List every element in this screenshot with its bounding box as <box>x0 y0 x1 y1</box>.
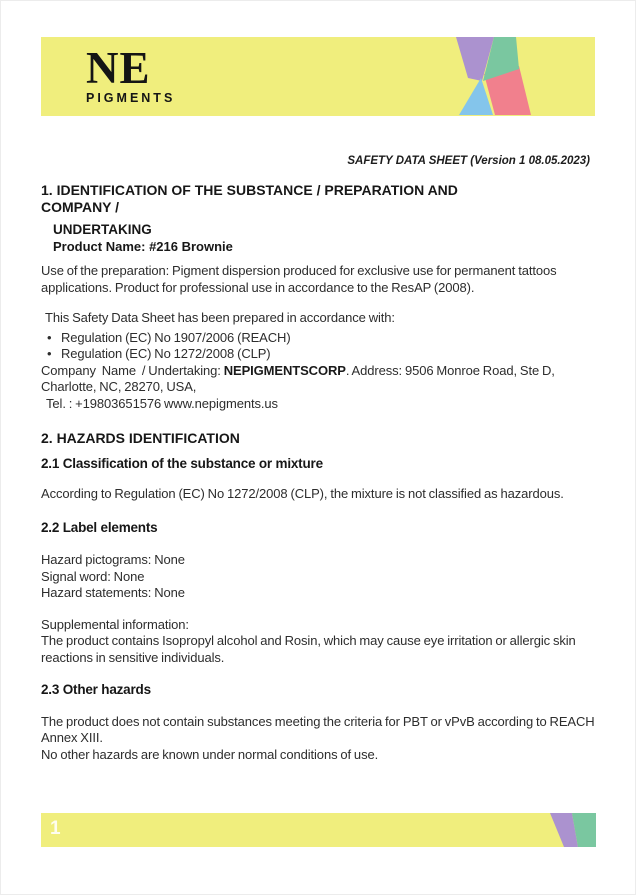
footer-decoration <box>41 813 596 847</box>
pbt-vpvb-line: The product does not contain substances meeting the criteria for PBT or vPvB according to REACH Annex XIII. <box>41 713 595 745</box>
section2-title: 2. HAZARDS IDENTIFICATION <box>41 430 240 446</box>
regulation-reach: • Regulation (EC) No 1907/2006 (REACH) <box>61 329 291 345</box>
section2-2-title: 2.2 Label elements <box>41 519 158 535</box>
company-logo <box>86 43 176 105</box>
regulation-list <box>41 330 595 363</box>
section1-title-line1: 1. IDENTIFICATION OF THE SUBSTANCE / PREPARATION AND <box>41 182 458 198</box>
signal-word-line: Signal word: None <box>41 568 145 584</box>
supplemental-information-paragraph: The product contains Isopropyl alcohol and Rosin, which may cause eye irritation or allergic skin reactions in sensitive individuals. <box>41 633 576 665</box>
logo-subtitle: PIGMENTS <box>86 91 176 105</box>
other-hazards-paragraph <box>41 714 595 764</box>
company-name: NEPIGMENTSCORP <box>223 362 346 378</box>
use-of-preparation-paragraph: Use of the preparation: Pigment dispersion produced for exclusive use for permanent tattoos applications. Product for professional use in accordance to the ResAP (2008). <box>41 263 557 295</box>
regulation-list-item <box>41 346 595 363</box>
section1-title-line2: COMPANY / <box>41 198 120 215</box>
section2-1-title: 2.1 Classification of the substance or mixture <box>41 455 323 471</box>
document-version-line: SAFETY DATA SHEET (Version 1 08.05.2023) <box>347 155 590 167</box>
classification-paragraph: According to Regulation (EC) No 1272/2008 (CLP), the mixture is not classified as hazardous. <box>41 486 564 501</box>
prepared-in-accordance-line: This Safety Data Sheet has been prepared in accordance with: <box>45 310 395 325</box>
header-banner <box>41 37 595 116</box>
document-content <box>1 37 635 763</box>
regulation-list-item <box>41 330 595 347</box>
hazard-statements-line: Hazard statements: None <box>41 585 185 600</box>
section1-title <box>41 182 595 215</box>
footer-banner <box>41 813 596 847</box>
logo-wordmark: NE <box>86 43 151 93</box>
product-name: Product Name: #216 Brownie <box>53 238 233 254</box>
no-other-hazards-line: No other hazards are known under normal conditions of use. <box>41 746 379 762</box>
company-address-paragraph <box>41 363 595 396</box>
supplemental-information-label: Supplemental information: <box>41 616 189 632</box>
section2-3-title: 2.3 Other hazards <box>41 682 151 697</box>
company-label: Company Name / Undertaking: <box>41 362 224 378</box>
section1-undertaking: UNDERTAKING <box>53 222 152 237</box>
company-address: . Address: 9506 Monroe Road, Ste D, Charlotte, NC, 28270, USA, <box>41 362 558 394</box>
telephone-website-line: Tel. : +19803651576 www.nepigments.us <box>46 395 278 411</box>
regulation-clp: • Regulation (EC) No 1272/2008 (CLP) <box>61 346 271 361</box>
hazard-pictograms-line: Hazard pictograms: None <box>41 552 185 567</box>
page-number: 1 <box>50 818 61 839</box>
label-elements-list <box>41 552 595 602</box>
